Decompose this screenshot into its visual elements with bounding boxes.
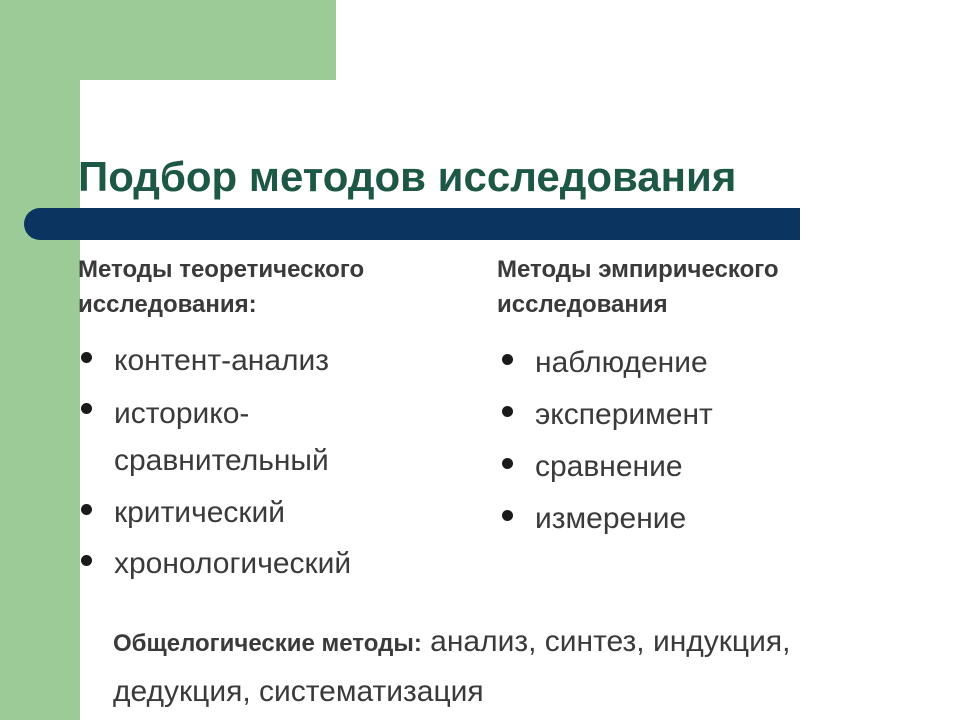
general-methods-paragraph xyxy=(113,618,833,716)
empirical-methods-list xyxy=(499,341,819,549)
general-methods-text: анализ, синтез, индукция, дедукция, систематизация xyxy=(113,625,791,708)
list-item-text: измерение xyxy=(535,502,687,535)
list-item-text: критический xyxy=(114,496,286,529)
list-item-text: историко-сравнительный xyxy=(114,397,329,477)
list-item xyxy=(499,497,819,541)
theoretical-heading: Методы теоретического исследования: xyxy=(78,256,365,318)
list-item xyxy=(499,393,819,437)
decor-green-top xyxy=(0,0,336,80)
bullet-icon xyxy=(502,406,513,417)
bullet-icon xyxy=(502,354,513,365)
list-item xyxy=(78,390,458,484)
empirical-heading: Методы эмпирического исследования xyxy=(497,256,779,318)
bullet-icon xyxy=(81,555,92,566)
list-item xyxy=(499,445,819,489)
list-item-text: хронологический xyxy=(114,547,352,580)
theoretical-methods-list xyxy=(78,339,458,593)
bullet-icon xyxy=(81,504,92,515)
list-item-text: контент-анализ xyxy=(114,344,330,377)
list-item xyxy=(78,491,458,535)
list-item-text: наблюдение xyxy=(535,346,708,379)
list-item xyxy=(499,341,819,385)
list-item-text: эксперимент xyxy=(535,398,713,431)
list-item-text: сравнение xyxy=(535,450,683,483)
list-item xyxy=(78,339,458,383)
title-underline-bar xyxy=(24,208,800,240)
bullet-icon xyxy=(81,403,92,414)
general-methods-label: Общелогические методы: xyxy=(113,630,422,657)
bullet-icon xyxy=(81,352,92,363)
bullet-icon xyxy=(502,510,513,521)
decor-green-left xyxy=(0,80,80,720)
list-item xyxy=(78,542,458,586)
slide-title: Подбор методов исследования xyxy=(78,153,737,200)
bullet-icon xyxy=(502,458,513,469)
